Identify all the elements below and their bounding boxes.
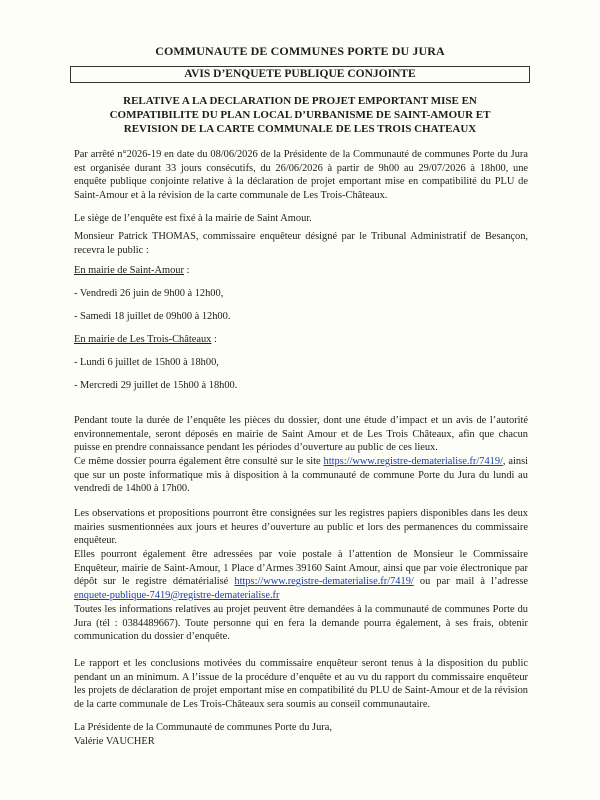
mairie-saint-amour-label: En mairie de Saint-Amour — [74, 265, 184, 276]
notice-subtitle — [72, 94, 528, 136]
paragraph-commissaire: Monsieur Patrick THOMAS, commissaire enquêteur désigné par le Tribunal Administratif de Besançon, recevra le public : — [74, 231, 528, 256]
registre-link[interactable]: https://www.registre-dematerialise.fr/7419/ — [323, 456, 503, 467]
consultation-text-b: , ainsi que sur un poste informatique mis à disposition à la communauté de commune Porte du Jura du lundi au vendredi de 14h00 à 17h00. — [74, 456, 528, 494]
signature-name: Valérie VAUCHER — [74, 736, 155, 747]
subtitle-line-2: COMPATIBILITE DU PLAN LOCAL D’URBANISME DE SAINT-AMOUR ET — [109, 109, 491, 121]
postale-text-b: ou par mail à l’adresse — [413, 576, 528, 587]
paragraph-informations: Toutes les informations relatives au projet peuvent être demandées à la communauté de communes Porte du Jura (tél : 0384489667). Toute personne qui en fera la demande pourra également, à ses frais, obtenir communication du dossier d’enquête. — [74, 604, 528, 642]
slot-trois-chateaux-2: - Mercredi 29 juillet de 15h00 à 18h00. — [74, 380, 238, 391]
notice-title-box: AVIS D’ENQUETE PUBLIQUE CONJOINTE — [70, 66, 530, 83]
slot-saint-amour-1: - Vendredi 26 juin de 9h00 à 12h00, — [74, 288, 224, 299]
paragraph-dossier: Pendant toute la durée de l’enquête les pièces du dossier, dont une étude d’impact et un avis de l’autorité environnementale, seront déposés en mairie de Saint Amour et de Les Trois Châteaux, afin que chacun puisse en prendre connaissance pendant les périodes d’ouverture au public de ces lieux. — [74, 415, 528, 453]
organization-heading: COMMUNAUTE DE COMMUNES PORTE DU JURA — [155, 44, 445, 58]
subtitle-line-1: RELATIVE A LA DECLARATION DE PROJET EMPORTANT MISE EN — [123, 95, 477, 107]
paragraph-siege: Le siège de l’enquête est fixé à la mairie de Saint Amour. — [74, 213, 312, 224]
paragraph-postale — [74, 548, 528, 602]
mairie-trois-chateaux-heading — [74, 333, 528, 347]
paragraph-arrete: Par arrêté n°2026-19 en date du 08/06/2026 de la Présidente de la Communauté de communes Porte du Jura est organisée durant 33 jours consécutifs, du 26/06/2026 à partir de 9h00 au 29/07/2026 à 18h00, une enquête publique conjointe relative à la déclaration de projet emportant mise en compatibilité du PLU de Saint-Amour et à la révision de la carte communale de Les Trois-Châteaux. — [74, 149, 528, 201]
slot-saint-amour-2: - Samedi 18 juillet de 09h00 à 12h00. — [74, 311, 231, 322]
paragraph-consultation — [74, 455, 528, 496]
paragraph-rapport: Le rapport et les conclusions motivées du commissaire enquêteur seront tenus à la disposition du public pendant un an minimum. A l’issue de la procédure d’enquête et au vu du rapport du commissaire enquêteur les projets de déclaration de projet emportant mise en compatibilité du PLU de Saint-Amour et de la révision de la carte communale de Les Trois-Châteaux sera soumis au conseil communautaire. — [74, 658, 528, 710]
signature-role: La Présidente de la Communauté de communes Porte du Jura, — [74, 722, 332, 733]
mairie-trois-chateaux-label: En mairie de Les Trois-Châteaux — [74, 334, 212, 345]
consultation-text-a: Ce même dossier pourra également être consulté sur le site — [74, 456, 324, 467]
slot-trois-chateaux-1: - Lundi 6 juillet de 15h00 à 18h00, — [74, 357, 219, 368]
paragraph-observations: Les observations et propositions pourront être consignées sur les registres papiers disponibles dans les deux mairies susmentionnées aux jours et heures d’ouverture au public et lors des permanences du commissaire enquêteur. — [74, 508, 528, 546]
postale-text-a: Elles pourront également être adressées par voie postale à l’attention de Monsieur le Commissaire Enquêteur, mairie de Saint-Amour, 1 Place d’Armes 39160 Saint Amour, ainsi que par voie électronique par dépôt sur le registre dématérialisé — [74, 549, 528, 587]
mairie-trois-chateaux-colon: : — [211, 334, 217, 345]
registre-link-2[interactable]: https://www.registre-dematerialise.fr/7419/ — [234, 576, 414, 587]
subtitle-line-3: REVISION DE LA CARTE COMMUNALE DE LES TROIS CHATEAUX — [123, 123, 477, 135]
mairie-saint-amour-colon: : — [183, 265, 190, 276]
email-link[interactable]: enquete-publique-7419@registre-dematerialise.fr — [74, 589, 280, 601]
mairie-saint-amour-heading — [74, 264, 528, 278]
